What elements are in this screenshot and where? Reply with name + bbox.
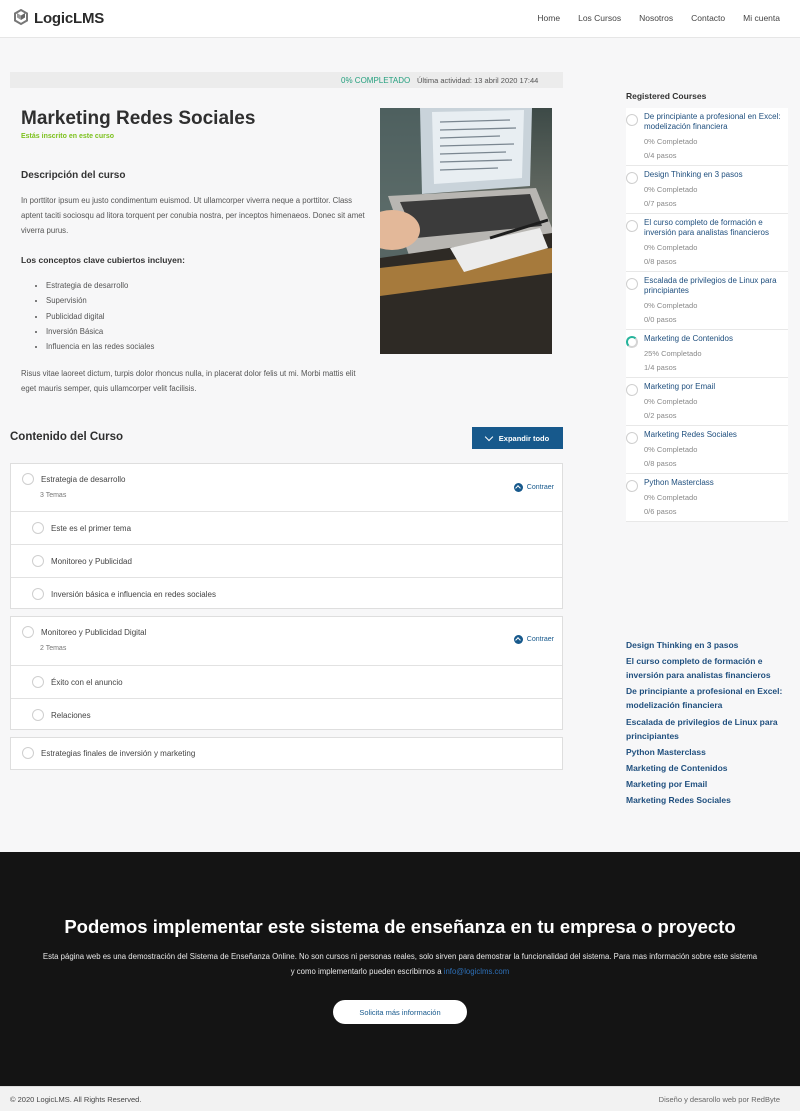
concept-item: • Estrategia de desarrollo bbox=[46, 278, 154, 293]
topic-title: Éxito con el anuncio bbox=[51, 677, 123, 687]
course-percent: 0% Completado bbox=[644, 301, 698, 310]
course-links bbox=[626, 638, 791, 810]
course-steps: 0/7 pasos bbox=[644, 199, 677, 208]
lesson-item bbox=[10, 463, 563, 609]
registered-course[interactable] bbox=[626, 378, 788, 426]
nav-courses[interactable]: Los Cursos bbox=[578, 13, 622, 23]
progress-circle-icon bbox=[626, 384, 638, 396]
copyright: © 2020 LogicLMS. All Rights Reserved. bbox=[10, 1095, 142, 1104]
collapse-button[interactable] bbox=[514, 483, 554, 492]
lesson-item bbox=[10, 616, 563, 730]
lesson-header[interactable] bbox=[22, 473, 126, 485]
course-steps: 0/2 pasos bbox=[644, 411, 677, 420]
nav-home[interactable]: Home bbox=[537, 13, 561, 23]
last-activity: Última actividad: 13 abril 2020 17:44 bbox=[417, 76, 539, 85]
course-content-heading: Contenido del Curso bbox=[10, 431, 124, 443]
status-circle-icon bbox=[22, 473, 34, 485]
status-circle-icon bbox=[32, 522, 44, 534]
topic-item[interactable] bbox=[11, 665, 562, 698]
course-link[interactable]: Design Thinking en 3 pasos bbox=[626, 640, 739, 650]
course-link[interactable]: Escalada de privilegios de Linux para principiantes bbox=[626, 716, 778, 741]
lesson-topic-count: 3 Temas bbox=[40, 492, 67, 499]
design-credit[interactable]: Diseño y desarollo web por RedByte bbox=[658, 1095, 780, 1104]
cta-text bbox=[40, 949, 760, 979]
status-circle-icon bbox=[32, 676, 44, 688]
nav-contact[interactable]: Contacto bbox=[691, 13, 726, 23]
course-name: Marketing Redes Sociales bbox=[644, 430, 737, 439]
course-progress-bar bbox=[10, 72, 563, 88]
registered-courses-title: Registered Courses bbox=[626, 91, 707, 101]
course-title: Marketing Redes Sociales bbox=[21, 108, 256, 129]
chevron-up-icon bbox=[514, 635, 523, 644]
collapse-label: Contraer bbox=[526, 636, 554, 643]
course-name: Design Thinking en 3 pasos bbox=[644, 170, 743, 179]
expand-all-button[interactable] bbox=[472, 427, 563, 449]
contact-email-link[interactable]: info@logiclms.com bbox=[443, 967, 510, 976]
course-link[interactable]: De principiante a profesional en Excel: modelización financiera bbox=[626, 686, 783, 711]
concept-item: • Supervisión bbox=[46, 293, 154, 308]
course-steps: 0/4 pasos bbox=[644, 151, 677, 160]
laptop-photo bbox=[380, 108, 552, 354]
registered-course[interactable] bbox=[626, 108, 788, 166]
request-info-button[interactable]: Solicita más información bbox=[333, 1000, 467, 1024]
topic-item[interactable] bbox=[11, 544, 562, 577]
status-circle-icon bbox=[22, 747, 34, 759]
cta-section bbox=[0, 852, 800, 1086]
lesson-header[interactable] bbox=[22, 747, 195, 759]
description-paragraph-2: Risus vitae laoreet dictum, turpis dolor rhoncus nulla, in placerat dolor felis ut mi. Morbi mattis elit eget mauris semper, quis ullamcorper velit facilisis. bbox=[21, 369, 356, 393]
course-name: De principiante a profesional en Excel: modelización financiera bbox=[644, 112, 781, 131]
course-percent: 0% Completado bbox=[644, 185, 698, 194]
concepts-list bbox=[36, 278, 154, 354]
progress-circle-icon bbox=[626, 278, 638, 290]
course-steps: 1/4 pasos bbox=[644, 363, 677, 372]
topic-title: Este es el primer tema bbox=[51, 523, 132, 533]
concept-item: • Inversión Básica bbox=[46, 324, 154, 339]
course-link[interactable]: Marketing Redes Sociales bbox=[626, 795, 731, 806]
course-percent: 0% Completado bbox=[644, 397, 698, 406]
progress-circle-icon bbox=[626, 480, 638, 492]
status-circle-icon bbox=[32, 709, 44, 721]
registered-courses-list bbox=[626, 108, 788, 522]
course-steps: 0/0 pasos bbox=[644, 315, 677, 324]
main-nav bbox=[537, 13, 780, 23]
concept-item: • Influencia en las redes sociales bbox=[46, 339, 154, 354]
chevron-up-icon bbox=[514, 483, 523, 492]
registered-course[interactable] bbox=[626, 166, 788, 214]
lesson-item[interactable] bbox=[10, 737, 563, 770]
progress-circle-icon bbox=[626, 432, 638, 444]
registered-course[interactable] bbox=[626, 474, 788, 522]
concepts-heading: Los conceptos clave cubiertos incluyen: bbox=[21, 255, 185, 265]
registered-course[interactable] bbox=[626, 330, 788, 378]
topic-title: Inversión básica e influencia en redes sociales bbox=[51, 589, 216, 599]
registered-course[interactable] bbox=[626, 272, 788, 330]
topic-item[interactable] bbox=[11, 577, 562, 610]
topic-title: Relaciones bbox=[51, 710, 91, 720]
cta-body: Esta página web es una demostración del Sistema de Enseñanza Online. No son cursos ni personas reales, solo sirven para demostrar la funcionalidad del sistema. Para mas información sobre este sistema y como implementarlo pueden escribirnos a bbox=[42, 952, 758, 976]
course-name: El curso completo de formación e inversión para analistas financieros bbox=[644, 218, 769, 237]
course-percent: 25% Completado bbox=[644, 349, 702, 358]
site-header bbox=[0, 0, 800, 38]
status-circle-icon bbox=[32, 555, 44, 567]
chevron-down-icon bbox=[485, 432, 493, 440]
progress-circle-icon bbox=[626, 172, 638, 184]
topic-title: Monitoreo y Publicidad bbox=[51, 556, 132, 566]
expand-all-label: Expandir todo bbox=[498, 433, 550, 443]
description-paragraph: In porttitor ipsum eu justo condimentum euismod. Ut ullamcorper viverra neque a porttitor. Class aptent taciti sociosqu ad litora torquent per conubia nostra, per inceptos himenaeos. Donec sit amet viverra purus. bbox=[21, 196, 365, 235]
registered-course[interactable] bbox=[626, 214, 788, 272]
course-link[interactable]: Marketing de Contenidos bbox=[626, 762, 728, 773]
registered-course[interactable] bbox=[626, 426, 788, 474]
lesson-topic-count: 2 Temas bbox=[40, 645, 67, 652]
topic-item[interactable] bbox=[11, 698, 562, 731]
lesson-title: Estrategias finales de inversión y marketing bbox=[41, 748, 196, 758]
status-circle-icon bbox=[32, 588, 44, 600]
progress-percent: 0% COMPLETADO bbox=[341, 76, 411, 85]
description-heading: Descripción del curso bbox=[21, 170, 126, 181]
progress-circle-icon bbox=[626, 336, 638, 348]
collapse-label: Contraer bbox=[526, 484, 554, 491]
course-image bbox=[380, 108, 552, 354]
bottom-bar bbox=[0, 1086, 800, 1111]
course-percent: 0% Completado bbox=[644, 445, 698, 454]
nav-about[interactable]: Nosotros bbox=[639, 13, 674, 23]
course-link[interactable]: Python Masterclass bbox=[626, 746, 706, 757]
progress-circle-icon bbox=[626, 114, 638, 126]
course-name: Escalada de privilegios de Linux para principiantes bbox=[644, 276, 777, 295]
topic-item[interactable] bbox=[11, 511, 562, 544]
concept-item: • Publicidad digital bbox=[46, 309, 154, 324]
lesson-title: Monitoreo y Publicidad Digital bbox=[41, 627, 147, 637]
lesson-header[interactable] bbox=[22, 626, 146, 638]
status-circle-icon bbox=[22, 626, 34, 638]
enrolled-status: Estás inscrito en este curso bbox=[21, 133, 114, 140]
course-name: Python Masterclass bbox=[644, 478, 714, 487]
course-percent: 0% Completado bbox=[644, 243, 698, 252]
brand-name: LogicLMS bbox=[34, 9, 105, 27]
course-steps: 0/8 pasos bbox=[644, 257, 677, 266]
logo[interactable] bbox=[12, 9, 104, 27]
course-steps: 0/8 pasos bbox=[644, 459, 677, 468]
course-steps: 0/6 pasos bbox=[644, 507, 677, 516]
cta-title: Podemos implementar este sistema de enseñanza en tu empresa o proyecto bbox=[64, 916, 736, 937]
course-percent: 0% Completado bbox=[644, 137, 698, 146]
logo-icon bbox=[12, 9, 30, 27]
collapse-button[interactable] bbox=[514, 635, 554, 644]
course-link[interactable]: El curso completo de formación e inversión para analistas financieros bbox=[626, 656, 771, 681]
course-link[interactable]: Marketing por Email bbox=[626, 779, 708, 790]
progress-circle-icon bbox=[626, 220, 638, 232]
course-name: Marketing por Email bbox=[644, 382, 716, 391]
course-percent: 0% Completado bbox=[644, 493, 698, 502]
nav-account[interactable]: Mi cuenta bbox=[743, 13, 780, 23]
course-name: Marketing de Contenidos bbox=[644, 334, 733, 343]
lesson-title: Estrategia de desarrollo bbox=[41, 474, 126, 484]
